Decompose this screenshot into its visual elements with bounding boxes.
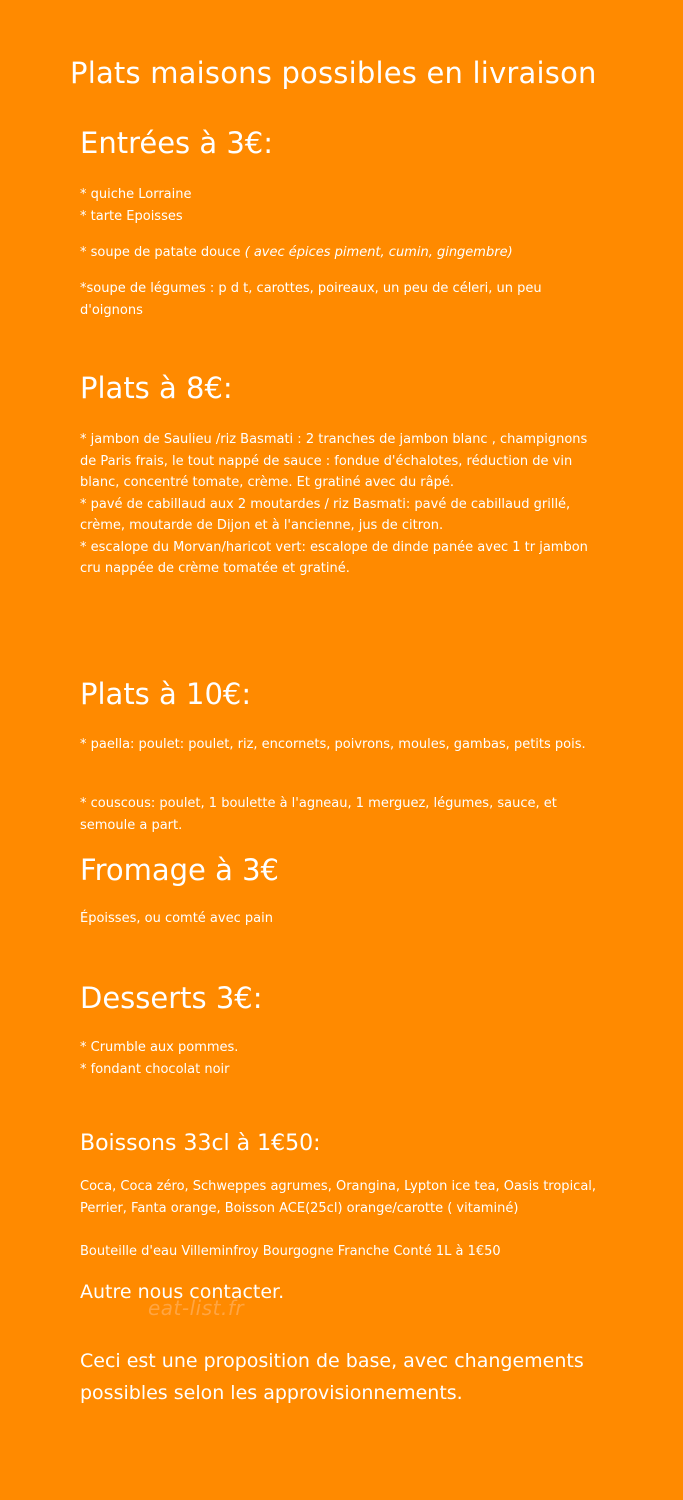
plat-cabillaud: * pavé de cabillaud aux 2 moutardes / riz Basmati: pavé de cabillaud grillé, crème, moutarde de Dijon et à l'ancienne, jus de citron.: [80, 496, 571, 533]
plat-paella: * paella: poulet: poulet, riz, encornets, poivrons, moules, gambas, petits pois.: [80, 737, 586, 752]
entree-soupe-legumes: *soupe de légumes : p d t, carottes, poireaux, un peu de céleri, un peu d'oignons: [80, 281, 542, 318]
footer-note: Ceci est une proposition de base, avec changements possibles selon les approvisionnements.: [80, 1350, 584, 1404]
plats-8-heading: Plats à 8€:: [80, 371, 233, 405]
watermark: eat-list.fr: [148, 1296, 245, 1320]
plat-couscous: * couscous: poulet, 1 boulette à l'agneau, 1 merguez, légumes, sauce, et semoule a part.: [80, 796, 557, 833]
contact-text: Autre nous contacter.: [80, 1281, 285, 1303]
fromage-text: Époisses, ou comté avec pain: [80, 911, 273, 926]
fromage-heading: Fromage à 3€: [80, 853, 279, 887]
plat-escalope: * escalope du Morvan/haricot vert: escalope de dinde panée avec 1 tr jambon cru nappée de crème tomatée et gratiné.: [80, 539, 588, 576]
dessert-crumble: * Crumble aux pommes.: [80, 1040, 239, 1055]
soupe-patate-spices: ( avec épices piment, cumin, gingembre): [244, 245, 513, 260]
page-title: Plats maisons possibles en livraison: [70, 56, 597, 90]
plats-8-list: [80, 429, 605, 580]
boissons-text: Coca, Coca zéro, Schweppes agrumes, Orangina, Lypton ice tea, Oasis tropical, Perrier, Fanta orange, Boisson ACE(25cl) orange/carotte ( vitaminé): [80, 1179, 597, 1216]
entrees-heading: Entrées à 3€:: [80, 126, 274, 160]
boissons-heading: Boissons 33cl à 1€50:: [80, 1131, 321, 1156]
entree-quiche: * quiche Lorraine: [80, 187, 192, 202]
soupe-patate-text: * soupe de patate douce: [80, 245, 241, 260]
entree-soupe-patate: [80, 242, 605, 264]
entree-tarte: * tarte Epoisses: [80, 208, 183, 224]
plat-jambon: * jambon de Saulieu /riz Basmati : 2 tranches de jambon blanc , champignons de Paris frais, le tout nappé de sauce : fondue d'échalotes, réduction de vin blanc, concentré tomate, crème. Et gratiné avec du râpé.: [80, 432, 588, 490]
desserts-list: [80, 1037, 605, 1080]
dessert-fondant: * fondant chocolat noir: [80, 1061, 230, 1077]
entrees-list: [80, 184, 605, 227]
boissons-eau: Bouteille d'eau Villeminfroy Bourgogne Franche Conté 1L à 1€50: [80, 1244, 501, 1259]
desserts-heading: Desserts 3€:: [80, 981, 263, 1015]
plats-10-heading: Plats à 10€:: [80, 677, 252, 711]
